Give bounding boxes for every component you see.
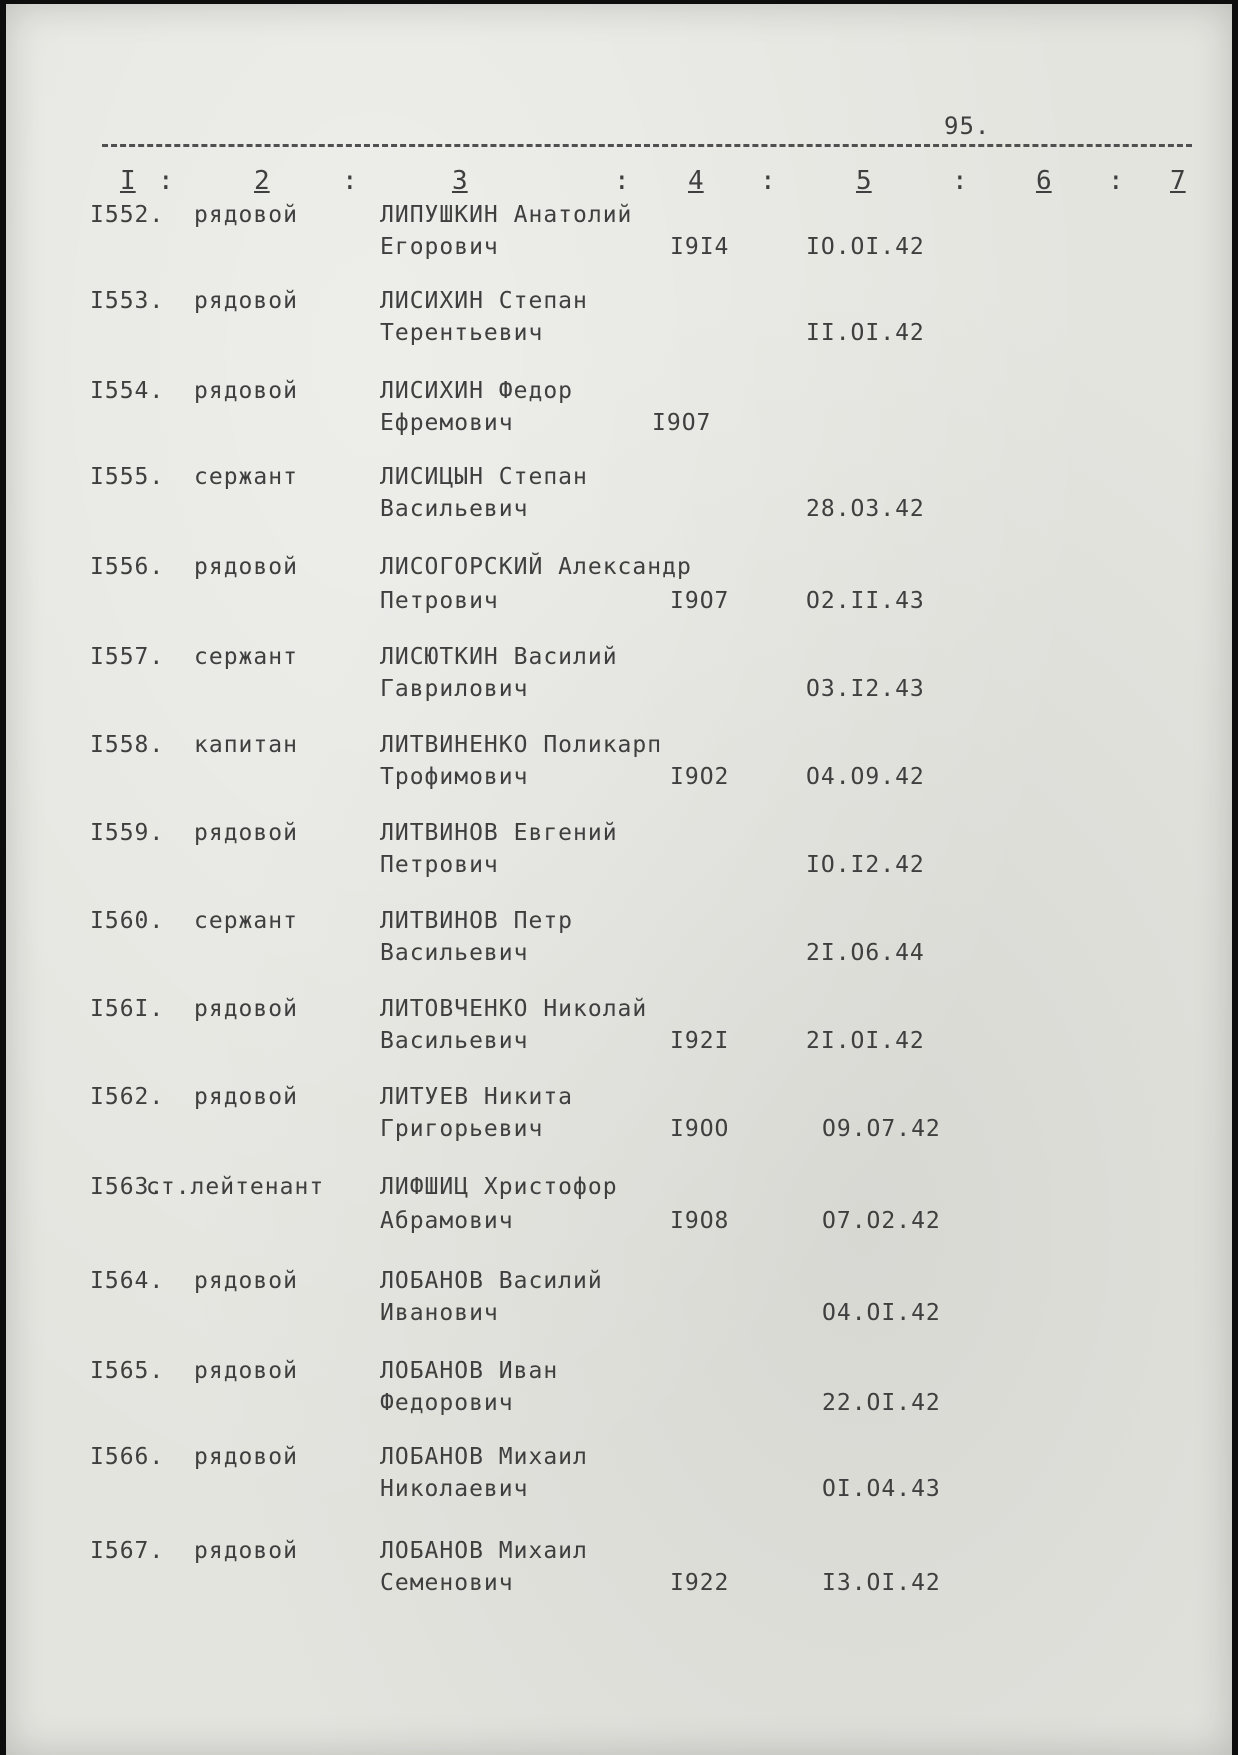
- page-number: 95.: [944, 112, 991, 140]
- column-separator: :: [1108, 166, 1124, 196]
- record-rank: капитан: [194, 732, 298, 758]
- column-header-1: I: [120, 166, 136, 196]
- record-rank: рядовой: [194, 1358, 298, 1384]
- record-number: I560.: [90, 908, 165, 934]
- record-number: I56I.: [90, 996, 165, 1022]
- record-date: 2I.O6.44: [806, 940, 925, 966]
- column-header-6: 6: [1036, 166, 1052, 196]
- column-separator: :: [952, 166, 968, 196]
- record-number: I563.: [90, 1174, 165, 1200]
- record-number: I562.: [90, 1084, 165, 1110]
- column-header-4: 4: [688, 166, 704, 196]
- record-patronymic: Абрамович: [380, 1208, 514, 1234]
- record-patronymic: Гаврилович: [380, 676, 529, 702]
- record-number: I566.: [90, 1444, 165, 1470]
- record-patronymic: Васильевич: [380, 1028, 529, 1054]
- record-surname-name: ЛИТВИНЕНКО Поликарп: [380, 732, 663, 758]
- record-date: O4.O9.42: [806, 764, 925, 790]
- record-number: I557.: [90, 644, 165, 670]
- record-number: I558.: [90, 732, 165, 758]
- record-surname-name: ЛОБАНОВ Иван: [380, 1358, 559, 1384]
- record-birth-year: I9O2: [670, 764, 730, 790]
- record-surname-name: ЛИСЮТКИН Василий: [380, 644, 618, 670]
- header-rule: [102, 144, 1192, 147]
- record-date: O3.I2.43: [806, 676, 925, 702]
- record-number: I559.: [90, 820, 165, 846]
- record-number: I556.: [90, 554, 165, 580]
- record-patronymic: Семенович: [380, 1570, 514, 1596]
- record-patronymic: Трофимович: [380, 764, 529, 790]
- record-patronymic: Васильевич: [380, 940, 529, 966]
- record-rank: сержант: [194, 464, 298, 490]
- record-patronymic: Николаевич: [380, 1476, 529, 1502]
- record-rank: ст.лейтенант: [146, 1174, 325, 1200]
- record-rank: рядовой: [194, 820, 298, 846]
- record-date: II.OI.42: [806, 320, 925, 346]
- column-header-7: 7: [1170, 166, 1186, 196]
- record-patronymic: Егорович: [380, 234, 499, 260]
- record-rank: рядовой: [194, 288, 298, 314]
- record-surname-name: ЛИТВИНОВ Евгений: [380, 820, 618, 846]
- record-birth-year: I922: [670, 1570, 730, 1596]
- record-surname-name: ЛИСОГОРСКИЙ Александр: [380, 554, 692, 580]
- record-rank: рядовой: [194, 378, 298, 404]
- column-header-5: 5: [856, 166, 872, 196]
- column-header-2: 2: [254, 166, 270, 196]
- record-patronymic: Васильевич: [380, 496, 529, 522]
- record-surname-name: ЛИСИХИН Федор: [380, 378, 574, 404]
- record-date: OI.O4.43: [822, 1476, 941, 1502]
- record-surname-name: ЛОБАНОВ Михаил: [380, 1444, 588, 1470]
- record-number: I553.: [90, 288, 165, 314]
- record-rank: сержант: [194, 644, 298, 670]
- column-separator: :: [342, 166, 358, 196]
- record-number: I565.: [90, 1358, 165, 1384]
- record-date: O7.O2.42: [822, 1208, 941, 1234]
- record-rank: рядовой: [194, 996, 298, 1022]
- column-separator: :: [158, 166, 174, 196]
- record-number: I555.: [90, 464, 165, 490]
- record-patronymic: Петрович: [380, 852, 499, 878]
- record-date: 22.OI.42: [822, 1390, 941, 1416]
- record-patronymic: Ефремович: [380, 410, 514, 436]
- record-birth-year: I9O7: [670, 588, 730, 614]
- record-rank: рядовой: [194, 554, 298, 580]
- column-header-3: 3: [452, 166, 468, 196]
- record-number: I564.: [90, 1268, 165, 1294]
- record-surname-name: ЛОБАНОВ Василий: [380, 1268, 603, 1294]
- record-number: I554.: [90, 378, 165, 404]
- record-birth-year: I92I: [670, 1028, 730, 1054]
- record-patronymic: Иванович: [380, 1300, 499, 1326]
- record-patronymic: Федорович: [380, 1390, 514, 1416]
- record-rank: рядовой: [194, 202, 298, 228]
- record-patronymic: Терентьевич: [380, 320, 544, 346]
- record-surname-name: ЛИТУЕВ Никита: [380, 1084, 574, 1110]
- record-rank: сержант: [194, 908, 298, 934]
- column-separator: :: [760, 166, 776, 196]
- record-date: 2I.OI.42: [806, 1028, 925, 1054]
- record-surname-name: ЛИСИЦЫН Степан: [380, 464, 588, 490]
- record-date: 28.O3.42: [806, 496, 925, 522]
- record-date: O2.II.43: [806, 588, 925, 614]
- record-surname-name: ЛИТВИНОВ Петр: [380, 908, 574, 934]
- record-birth-year: I9OO: [670, 1116, 730, 1142]
- record-birth-year: I9O7: [652, 410, 712, 436]
- record-date: O9.O7.42: [822, 1116, 941, 1142]
- record-birth-year: I9O8: [670, 1208, 730, 1234]
- record-surname-name: ЛОБАНОВ Михаил: [380, 1538, 588, 1564]
- record-surname-name: ЛИСИХИН Степан: [380, 288, 588, 314]
- record-number: I552.: [90, 202, 165, 228]
- record-surname-name: ЛИТОВЧЕНКО Николай: [380, 996, 648, 1022]
- record-surname-name: ЛИПУШКИН Анатолий: [380, 202, 633, 228]
- record-rank: рядовой: [194, 1084, 298, 1110]
- column-separator: :: [614, 166, 630, 196]
- record-rank: рядовой: [194, 1538, 298, 1564]
- record-date: IO.I2.42: [806, 852, 925, 878]
- record-rank: рядовой: [194, 1444, 298, 1470]
- record-rank: рядовой: [194, 1268, 298, 1294]
- record-patronymic: Григорьевич: [380, 1116, 544, 1142]
- record-date: IO.OI.42: [806, 234, 925, 260]
- record-patronymic: Петрович: [380, 588, 499, 614]
- document-page: [6, 4, 1232, 1755]
- record-date: I3.OI.42: [822, 1570, 941, 1596]
- record-surname-name: ЛИФШИЦ Христофор: [380, 1174, 618, 1200]
- record-date: O4.OI.42: [822, 1300, 941, 1326]
- record-birth-year: I9I4: [670, 234, 730, 260]
- record-number: I567.: [90, 1538, 165, 1564]
